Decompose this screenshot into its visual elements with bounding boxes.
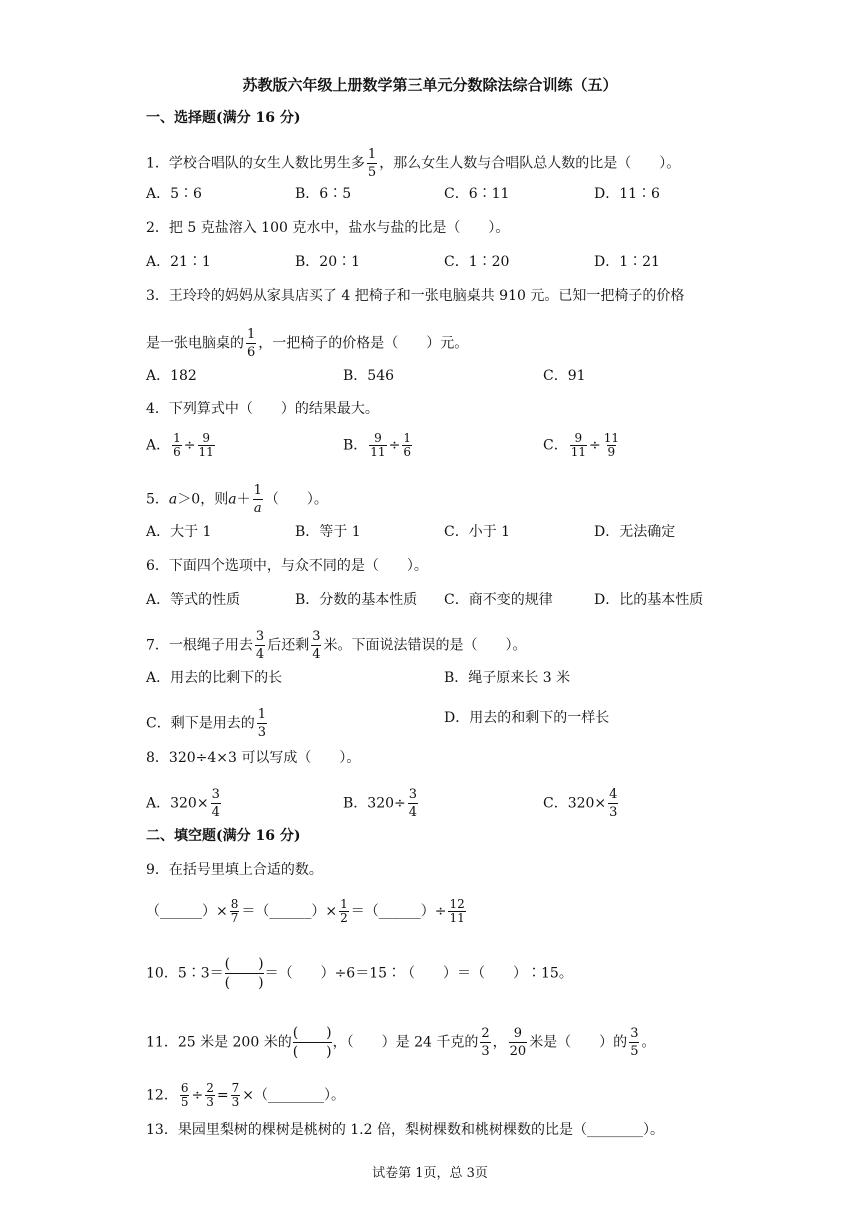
fraction-denominator: 2 [340,911,348,925]
fraction-numerator: 6 [180,1081,189,1095]
q1-option-a[interactable]: A．5∶6 [146,186,202,202]
q4-option-a[interactable] [146,432,217,459]
q1-option-b[interactable]: B．6∶5 [295,186,352,202]
question-10 [146,955,573,992]
q7-option-d[interactable]: D．用去的和剩下的一样长 [444,710,610,726]
question-3-line-1: 3．王玲玲的妈妈从家具店买了 4 把椅子和一张电脑桌共 910 元。已知一把椅子的价格 [146,288,685,304]
fraction-denominator: 4 [211,805,220,820]
fraction-numerator: 9 [374,431,382,445]
fraction-numerator: 1 [403,431,411,445]
fraction-denominator: 4 [312,647,321,662]
fraction [629,1025,639,1060]
q7-option-c[interactable] [146,706,269,741]
page-footer: 试卷第 1页，总 3页 [372,1166,488,1181]
question-10-text-pre: 10．5∶3＝ [146,965,224,982]
section-heading-fill: 二、填空题(满分 16 分) [146,828,301,844]
fraction [448,898,465,925]
fraction-numerator: 12 [449,897,465,911]
question-10-blank-fraction[interactable] [225,955,264,992]
fraction [369,432,386,459]
fraction [231,1082,241,1109]
fraction-numerator: 1 [340,897,348,911]
fraction [570,432,587,459]
option-text: B．320÷ [343,795,406,812]
q5-option-b[interactable]: B．等于 1 [295,524,361,540]
option-text: A．320× [146,795,209,812]
question-3-line-2 [146,326,468,361]
q8-option-c[interactable] [543,786,620,821]
question-5 [146,482,328,517]
fraction-denominator: 11 [449,911,465,925]
question-12-number: 12． [146,1087,178,1104]
fraction-numerator: 1 [367,147,377,162]
fraction-denominator: 11 [198,445,214,459]
variable-a: a [168,491,178,508]
fraction-denominator: 3 [206,1095,214,1109]
question-11 [146,1024,655,1061]
fraction-numerator: 9 [574,431,583,445]
fraction [180,1082,190,1109]
q2-option-a[interactable]: A．21∶1 [146,254,211,270]
fraction-denominator: 3 [609,805,618,820]
option-text: C．剩下是用去的 [146,715,255,732]
fraction-denominator: 11 [370,445,386,459]
question-11-text-mid-1: ，（ ）是 24 千克的 [332,1034,479,1051]
fraction [339,898,349,925]
fraction-numerator: 1 [257,707,266,722]
fraction-denominator: 6 [403,445,411,459]
option-text: C．320× [543,795,607,812]
fraction-denominator: 20 [509,1044,527,1059]
question-1-text-pre: 1．学校合唱队的女生人数比男生多 [146,155,365,172]
fraction-denominator: 6 [247,345,256,360]
answer-blank[interactable]: （______） [146,903,216,920]
q5-option-d[interactable]: D．无法确定 [594,524,676,540]
fraction-denominator: a [253,501,262,516]
question-6: 6．下面四个选项中，与众不同的是（ ）。 [146,558,428,574]
variable-a: a [228,491,237,508]
q2-option-c[interactable]: C．1∶20 [444,254,510,270]
question-11-text-end: 。 [641,1034,656,1051]
question-13: 13．果园里梨树的棵树是桃树的 1.2 倍，梨树棵数和桃树棵数的比是（________）。 [146,1122,664,1138]
q6-option-c[interactable]: C．商不变的规律 [444,592,553,608]
fraction-numerator: 9 [513,1026,523,1041]
fraction [172,432,182,459]
fraction [257,706,267,741]
q3-option-a[interactable]: A．182 [146,368,197,384]
question-10-text-post: ＝（ ）÷6＝15∶（ ）＝（ ）∶15。 [264,965,573,982]
fraction-denominator: 6 [173,445,181,459]
question-9: 9．在括号里填上合适的数。 [146,862,323,878]
question-1 [146,146,680,181]
fraction-denominator: 7 [230,911,239,925]
fraction [509,1025,528,1060]
q1-option-d[interactable]: D．11∶6 [594,186,660,202]
fraction-numerator: 3 [312,629,321,644]
question-7-text-post: 米。下面说法错误的是（ ）。 [323,637,527,654]
question-3-text-post: ，一把椅子的价格是（ ）元。 [258,335,469,352]
fraction-numerator: 8 [230,897,239,911]
operator: ÷ [434,903,447,920]
fraction-numerator: 3 [630,1026,639,1041]
fraction-numerator: ( ) [224,956,264,972]
question-3-fraction [246,326,256,361]
question-7-text-pre: 7．一根绳子用去 [146,637,253,654]
fraction [408,786,418,821]
q4-option-b[interactable] [343,432,414,459]
fraction [211,786,221,821]
fraction-denominator: ( ) [292,1044,332,1060]
question-2: 2．把 5 克盐溶入 100 克水中，盐水与盐的比是（ ）。 [146,220,510,236]
equals-sign: ＝ [241,903,256,920]
operator: × [325,903,338,920]
q3-option-c[interactable]: C．91 [543,368,586,384]
fraction-numerator: 3 [408,787,418,802]
fraction [230,898,240,925]
q4-option-c[interactable] [543,432,622,459]
option-label: B． [343,437,368,454]
q8-option-a[interactable] [146,786,223,821]
q6-option-a[interactable]: A．等式的性质 [146,592,241,608]
fraction-denominator: 5 [367,165,377,180]
question-8: 8．320÷4×3 可以写成（ ）。 [146,750,361,766]
fraction-numerator: 11 [603,431,620,445]
fraction-denominator: 9 [607,445,616,459]
fraction-numerator: 2 [206,1081,214,1095]
question-7-text-mid: 后还剩 [267,637,310,654]
question-5-condition: ＞0，则 [177,491,229,508]
operator: ÷ [191,1087,204,1104]
fraction-numerator: 1 [247,327,256,342]
question-12-text-post[interactable]: ×（________）。 [242,1087,345,1104]
question-12 [146,1082,345,1109]
q5-option-a[interactable]: A．大于 1 [146,524,212,540]
fraction-numerator: ( ) [292,1025,332,1041]
equals-sign: = [216,1087,229,1104]
question-3-text-pre: 是一张电脑桌的 [146,335,244,352]
option-label: C． [543,437,568,454]
comma: ， [492,1034,507,1051]
fraction-denominator: ( ) [224,975,264,991]
fraction-denominator: 3 [257,725,266,740]
answer-blank[interactable]: （______） [255,903,326,920]
fraction-denominator: 3 [231,1095,240,1109]
question-5-fraction [253,482,263,517]
question-11-text-mid-2: 米是（ ）的 [529,1034,628,1051]
operator: ÷ [589,437,601,454]
question-1-fraction [367,146,377,181]
fraction [603,432,620,459]
fraction-numerator: 1 [173,431,181,445]
plus-sign: ＋ [236,491,251,508]
question-1-text-post: ，那么女生人数与合唱队总人数的比是（ ）。 [379,155,681,172]
operator: ÷ [388,437,401,454]
fraction-numerator: 1 [253,483,262,498]
fraction-numerator: 4 [609,787,618,802]
q7-option-a[interactable]: A．用去的比剩下的长 [146,670,283,686]
page-title: 苏教版六年级上册数学第三单元分数除法综合训练（五） [242,76,618,94]
q1-option-c[interactable]: C．6∶11 [444,186,510,202]
fraction [198,432,215,459]
fraction-denominator: 4 [408,805,418,820]
fraction-numerator: 3 [211,787,220,802]
question-11-text-pre: 11．25 米是 200 米的 [146,1034,292,1051]
q6-option-b[interactable]: B．分数的基本性质 [295,592,418,608]
fraction-denominator: 4 [255,647,265,662]
fraction-numerator: 2 [481,1026,490,1041]
answer-blank[interactable]: （______） [364,903,435,920]
question-11-blank-fraction[interactable] [293,1024,332,1061]
question-7-fraction-1 [255,628,265,663]
fraction-denominator: 11 [570,445,586,459]
operator: × [216,903,228,920]
fraction-denominator: 5 [180,1095,189,1109]
fraction-denominator: 5 [630,1044,639,1059]
q2-option-d[interactable]: D．1∶21 [594,254,660,270]
q5-option-c[interactable]: C．小于 1 [444,524,511,540]
question-4: 4．下列算式中（ ）的结果最大。 [146,401,379,417]
question-9-equation [146,898,468,925]
question-5-text-post: （ ）。 [264,491,328,508]
equals-sign: ＝ [350,903,365,920]
option-label: A． [146,437,171,454]
q8-option-b[interactable] [343,786,420,821]
fraction-numerator: 3 [255,629,265,644]
fraction [402,432,412,459]
q2-option-b[interactable]: B．20∶1 [295,254,361,270]
fraction [205,1082,215,1109]
q6-option-d[interactable]: D．比的基本性质 [594,592,704,608]
fraction-numerator: 9 [202,431,210,445]
fraction-denominator: 3 [481,1044,490,1059]
question-7 [146,628,526,663]
section-heading-choice: 一、选择题(满分 16 分) [146,110,301,126]
fraction-numerator: 7 [231,1081,240,1095]
question-7-fraction-2 [311,628,321,663]
operator: ÷ [183,437,196,454]
fraction [480,1025,490,1060]
q7-option-b[interactable]: B．绳子原来长 3 米 [444,670,571,686]
question-5-number: 5． [146,491,169,508]
q3-option-b[interactable]: B．546 [343,368,395,384]
fraction [608,786,618,821]
